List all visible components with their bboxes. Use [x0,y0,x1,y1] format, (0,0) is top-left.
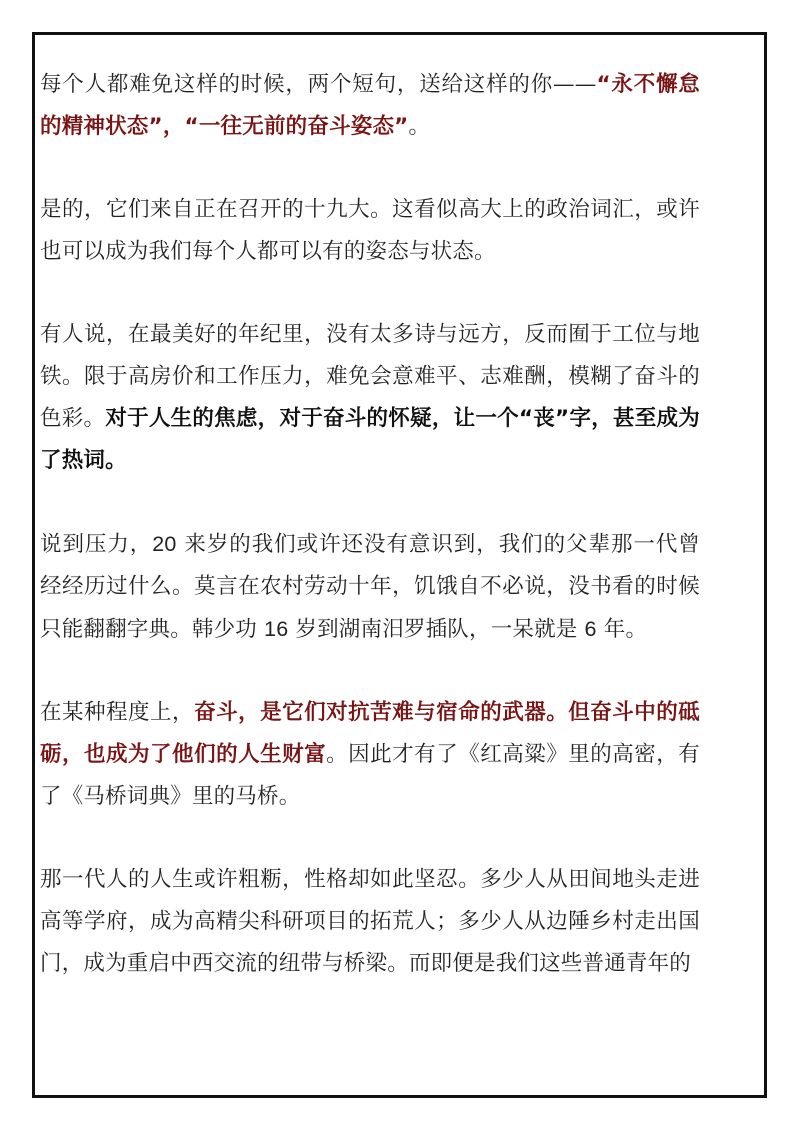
bold-emphasis: 对于人生的焦虑，对于奋斗的怀疑，让一个“丧”字，甚至成为了热词。 [40,406,700,473]
text-segment: 有人说，在最美好的年纪里，没有太多诗与远方，反而囿于工位与地铁。限于高房价和工作压力，难免会意难平、志难酬，模糊了奋斗的色彩。 [40,322,700,431]
text-segment: 每个人都难免这样的时候，两个短句，送给这样的你—— [40,72,597,97]
number: 20 [152,532,177,556]
text-segment: 在某种程度上， [40,700,195,725]
paragraph-6 [40,859,700,985]
paragraph-3 [40,314,700,482]
text-segment: 。 [408,114,431,139]
paragraph-2 [40,189,700,273]
number: 16 [264,617,289,641]
text-segment: 是的，它们来自正在召开的十九大。这看似高大上的政治词汇，或许也可以成为我们每个人都可以有的姿态与状态。 [40,197,700,264]
text-segment: 岁到湖南汨罗插队，一呆就是 [288,617,585,642]
text-segment: 说到压力， [40,532,153,557]
paragraph-4 [40,523,700,651]
highlight-quote: “永不懈怠的精神状态”，“一往无前的奋斗姿态” [40,72,700,139]
document-body [40,64,700,1026]
text-segment: 。因此才有了《红高粱》里的高密，有了《马桥词典》里的马桥。 [40,742,700,809]
highlight-text: 奋斗，是它们对抗苦难与宿命的武器。但奋斗中的砥砺，也成为了他们的人生财富 [40,700,700,767]
text-segment: 来岁的我们或许还没有意识到，我们的父辈那一代曾经经历过什么。莫言在农村劳动十年，饥饿自不必说，没书看的时候只能翻翻字典。韩少功 [40,532,700,642]
text-segment: 年。 [596,617,648,642]
paragraph-1 [40,64,700,148]
number: 6 [584,617,597,641]
text-segment: 那一代人的人生或许粗粝，性格却如此坚忍。多少人从田间地头走进高等学府，成为高精尖科研项目的拓荒人；多少人从边陲乡村走出国门，成为重启中西交流的纽带与桥梁。而即便是我们这些普通青年的 [40,867,700,976]
paragraph-5 [40,692,700,818]
